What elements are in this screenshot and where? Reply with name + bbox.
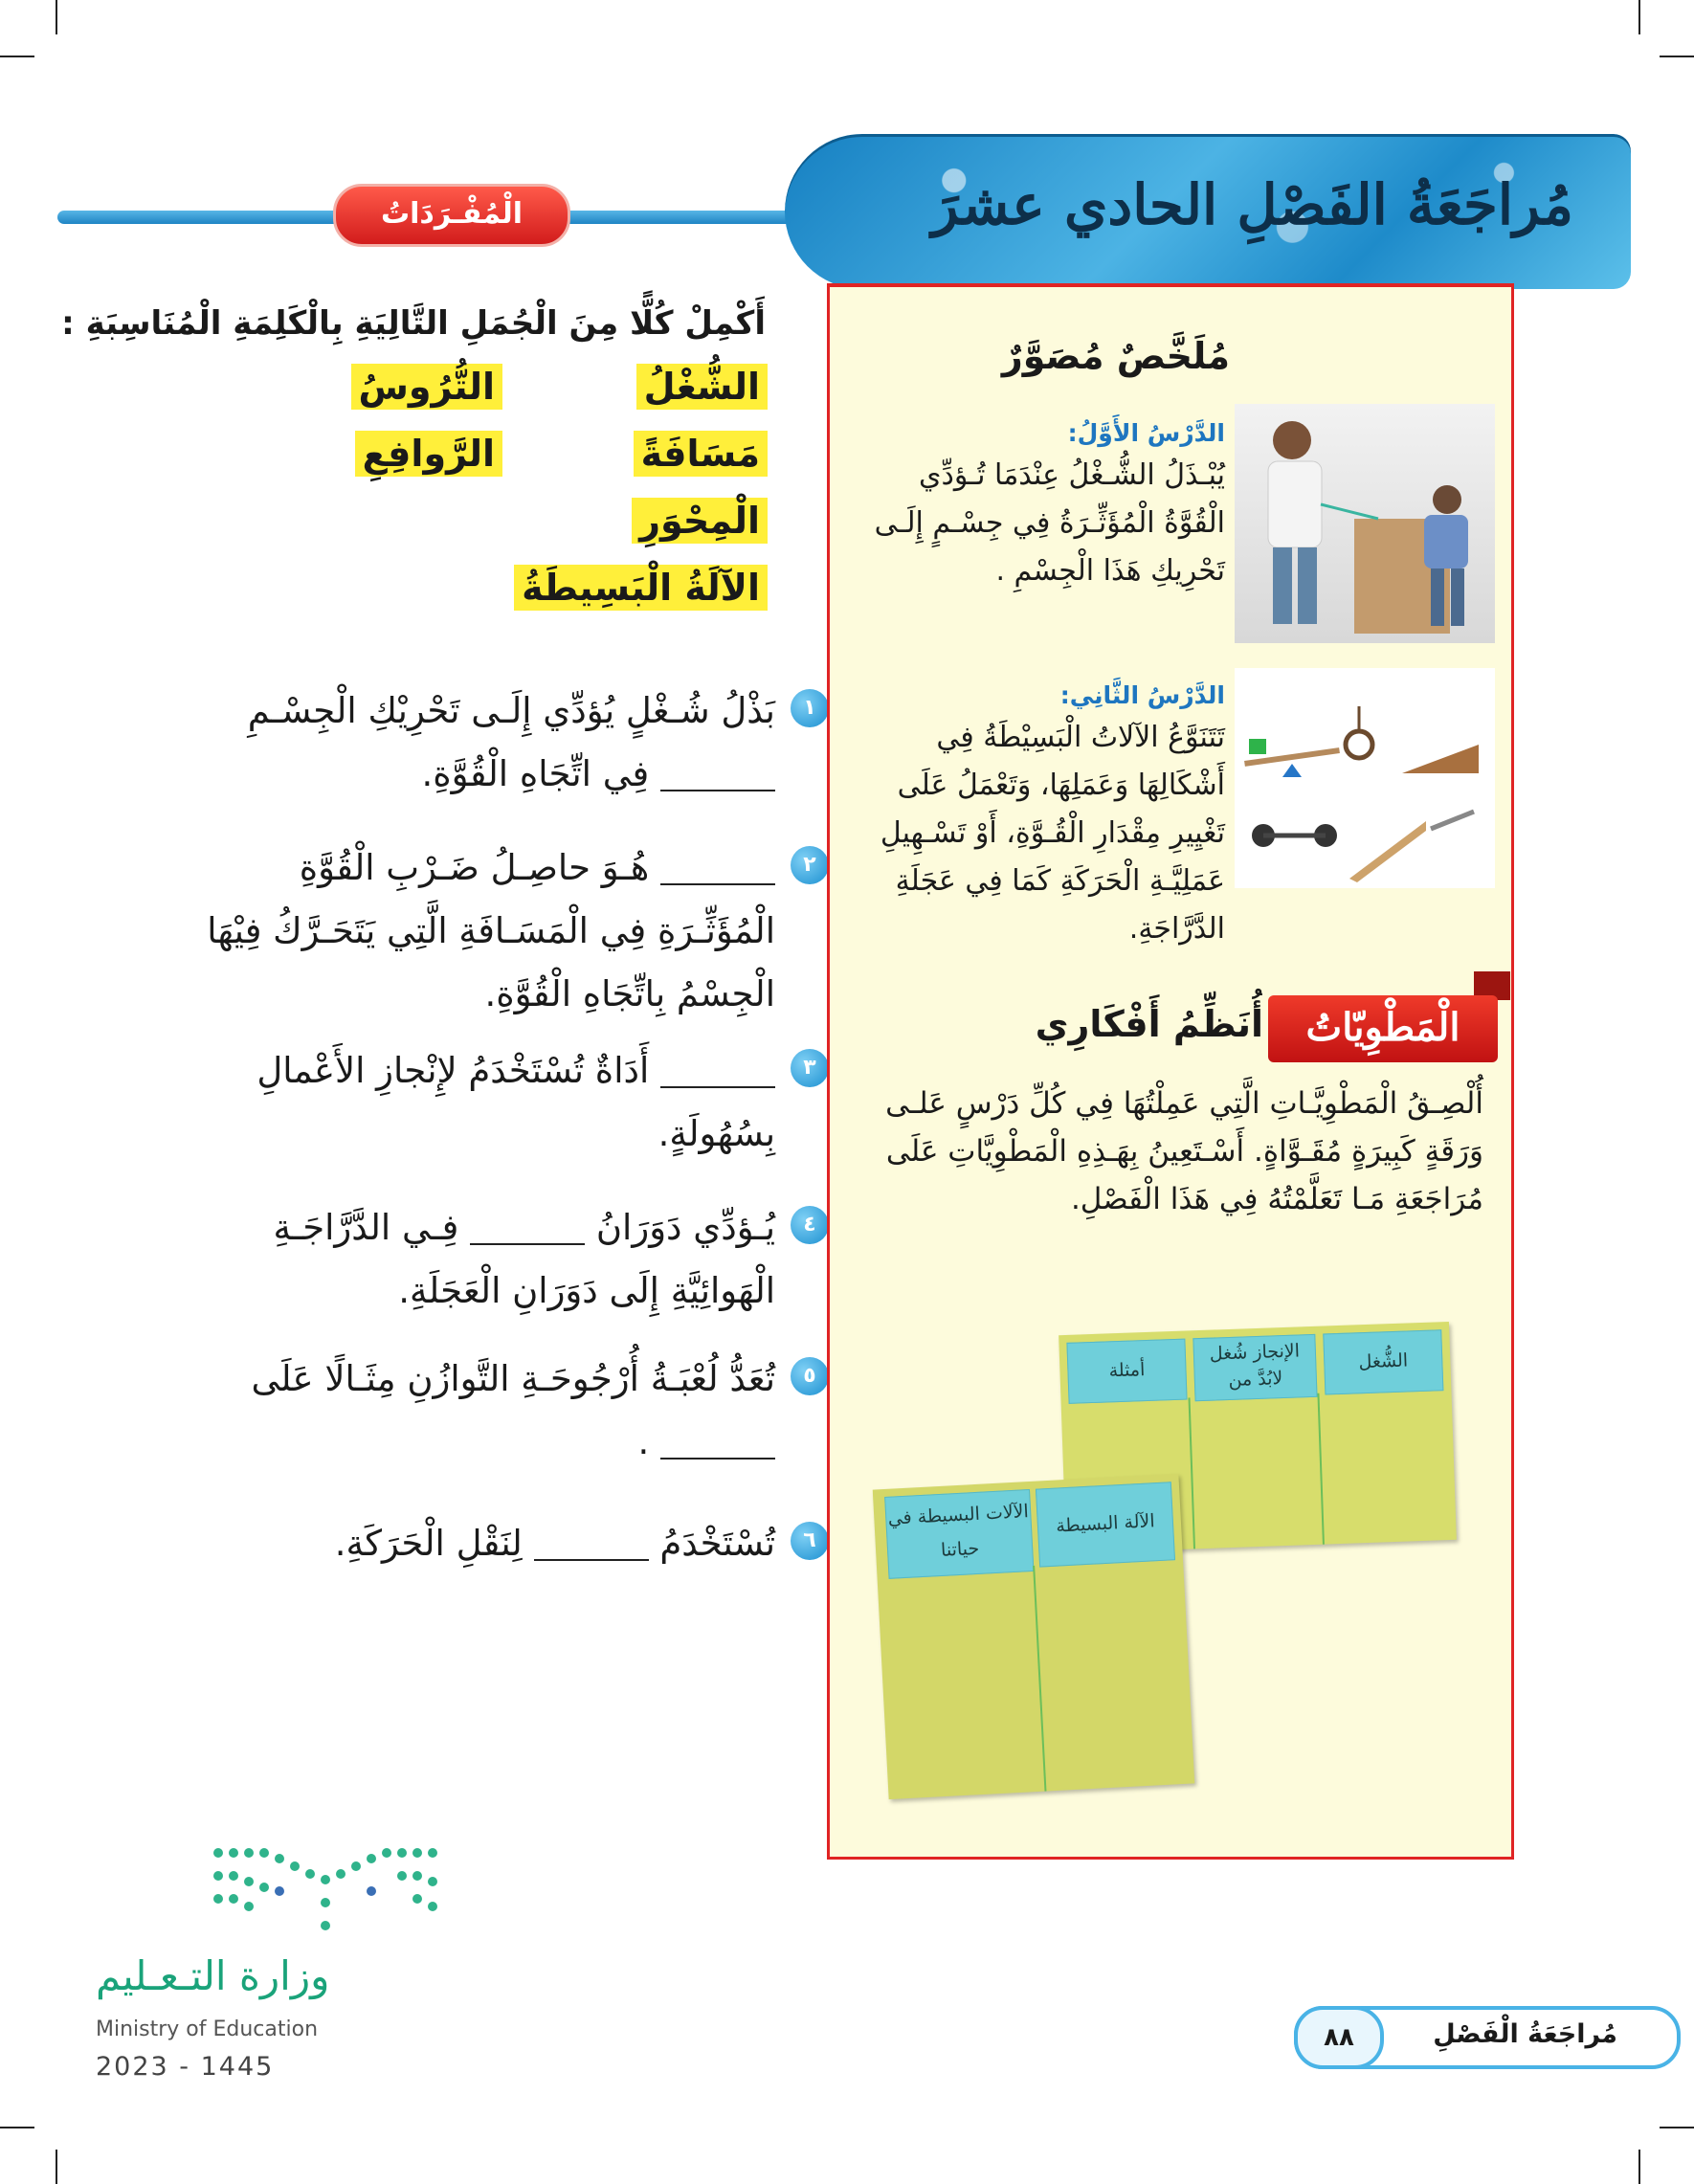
child-body <box>1424 515 1468 568</box>
question-text: تُعَدُّ لُعْبَـةُ أُرْجُوحَـةِ التَّوازُنِ مِثَـالًا عَلَى <box>251 1358 775 1399</box>
fold-line <box>1317 1393 1325 1545</box>
person-leg <box>1273 547 1292 624</box>
crop-mark <box>1638 0 1640 34</box>
lesson1-text: يُبْـذَلُ الشُّـغْلُ عِنْدَمَا تُـؤدِّي الْقُوَّةُ الْمُؤَثِّـرَةُ فِي جِسْـمٍ إِلَـى تَحْرِيكِ هَذَا الْجِسْمِ . <box>874 458 1225 588</box>
question-text: . <box>637 1421 650 1462</box>
vocabulary-instruction: أَكْمِلْ كُلًّا مِنَ الْجُمَلِ التَّالِيَةِ بِالْكَلِمَةِ الْمُنَاسِبَةِ : <box>61 304 766 343</box>
foldables-title: أُنَظِّمُ أَفْكَارِي <box>1035 1003 1263 1045</box>
screw <box>1431 812 1474 829</box>
lesson1-label: الدَّرْسُ الأَوَّلُ: <box>1067 419 1225 447</box>
edition-year: 2023 - 1445 <box>96 2052 275 2082</box>
foldable-tab: أمثلة <box>1066 1339 1187 1404</box>
crop-mark <box>0 2127 34 2128</box>
lever-load <box>1249 739 1266 754</box>
fold-line <box>1189 1397 1196 1549</box>
simple-machines-photo <box>1235 668 1495 888</box>
question-text: بَذْلُ شُـغْلٍ يُؤدِّي إِلَـى تَحْرِيْكِ الْجِسْـمِ <box>247 690 775 731</box>
question-text: هُـوَ حاصِـلُ ضَـرْبِ الْقُوَّةِ الْمُؤَثِّـرَةِ فِي الْمَسَـافَةِ الَّتِي يَتَحَـرَّكُ فِيْهَا الْجِسْمُ بِاتِّجَاهِ الْقُوَّةِ. <box>207 847 775 1014</box>
question-number: ٣ <box>791 1049 829 1087</box>
person-head <box>1273 421 1311 459</box>
crop-mark <box>56 2150 57 2184</box>
vocab-word: الشُّغْلُ <box>636 364 768 410</box>
question-number: ٤ <box>791 1206 829 1244</box>
child-leg <box>1431 568 1444 626</box>
vocab-word: التُّرُوسُ <box>351 364 503 410</box>
question-number: ٥ <box>791 1357 829 1395</box>
fulcrum <box>1282 764 1302 777</box>
foldable-tab: الآلات البسيطة في حياتنا <box>884 1489 1034 1579</box>
summary-title: مُلَخَّصٌ مُصَوَّرٌ <box>1001 335 1230 377</box>
question-number: ٢ <box>791 846 829 884</box>
answer-blank[interactable] <box>660 855 775 885</box>
vocab-word: الرَّوافِعِ <box>355 431 502 477</box>
question-text: أَدَاةٌ تُسْتَخْدَمُ لإِنْجازِ الأَعْمالِ بِسُهُولَةٍ. <box>256 1050 775 1154</box>
person-leg <box>1298 547 1317 624</box>
child-leg <box>1451 568 1464 626</box>
question-item <box>172 1512 816 1575</box>
question-text: فِي اتِّجَاهِ الْقُوَّةِ. <box>421 753 650 794</box>
crop-mark <box>0 56 34 57</box>
person-body <box>1268 461 1322 547</box>
answer-blank[interactable] <box>660 761 775 791</box>
vocab-word: الآلَةُ الْبَسِيطَةُ <box>514 565 768 611</box>
ministry-logo-icon <box>209 1834 459 1939</box>
question-item <box>172 1039 816 1166</box>
vocab-word: مَسَافَةً <box>634 431 768 477</box>
simple-machines-illustration <box>1235 668 1495 888</box>
crop-mark <box>1638 2150 1640 2184</box>
lesson2-text: تَتَنَوَّعُ الآلاتُ الْبَسِيْطَةُ فِي أَشْكَالِهَا وَعَمَلِهَا، وَتَعْمَلُ عَلَى تَغْيِيرِ مِقْدَارِ الْقُـوَّةِ، أَوْ تَسْـهِيلِ عَمَلِيَّـةِ الْحَرَكَةِ كَمَا فِي عَجَلَةِ الدَّرَّاجَةِ. <box>880 721 1225 946</box>
question-text: فِـي الدَّرَّاجَـةِ الْهَوائِيَّةِ إِلَى دَوَرَانِ الْعَجَلَةِ. <box>273 1207 775 1311</box>
pulley-wheel <box>1346 731 1372 758</box>
lesson1-photo <box>1235 404 1495 643</box>
answer-blank[interactable] <box>660 1429 775 1460</box>
crop-mark <box>1660 56 1694 57</box>
question-item <box>172 1348 816 1474</box>
inclined-plane <box>1349 821 1426 882</box>
vocabulary-label: الْمُفْـرَدَاتُ <box>333 184 570 247</box>
footer-section-title: مُراجَعَةُ الْفَصْلِ <box>1433 2019 1617 2049</box>
lesson2-label: الدَّرْسُ الثَّانِي: <box>1059 681 1225 709</box>
question-number: ٦ <box>791 1522 829 1560</box>
chapter-title: مُراجَعَةُ الفَصْلِ الحادي عشرَ <box>931 172 1573 237</box>
question-number: ١ <box>791 689 829 727</box>
ministry-name-english: Ministry of Education <box>96 2017 319 2041</box>
question-item <box>172 680 816 806</box>
chapter-banner <box>785 134 1631 289</box>
question-item <box>172 1196 816 1323</box>
page-number: ٨٨ <box>1294 2006 1384 2069</box>
foldable-tab: الآلة البسيطة <box>1036 1482 1175 1567</box>
crop-mark <box>1660 2127 1694 2128</box>
foldable-bottom <box>873 1474 1195 1799</box>
question-text: لِنَقْلِ الْحَرَكَةِ. <box>334 1523 523 1564</box>
rope <box>1321 504 1378 519</box>
fold-line <box>1033 1566 1046 1792</box>
answer-blank[interactable] <box>470 1215 585 1245</box>
question-text: تُسْتَخْدَمُ <box>659 1523 775 1564</box>
crop-mark <box>56 0 57 34</box>
question-item <box>172 836 816 1026</box>
foldables-text: أُلْصِـقُ الْمَطْوِيَّـاتِ الَّتِي عَمِلْتُهَا فِي كُلِّ دَرْسٍ عَلـى وَرَقَةٍ كَبِيرَةٍ مُقَـوَّاةٍ. أَسْـتَعِينُ بِهَـذِهِ الْمَطْوِيَّاتِ عَلَى مُرَاجَعَةِ مَـا تَعَلَّمْتُهُ فِي هَذَا الْفَصْلِ. <box>885 1086 1483 1216</box>
question-text: يُـؤدِّي دَوَرَانُ <box>595 1207 775 1248</box>
ministry-name-arabic: وزارة التـعـليم <box>96 1952 330 1999</box>
answer-blank[interactable] <box>660 1058 775 1088</box>
child-head <box>1433 485 1461 514</box>
foldables-badge: الْمَطْوِيّاتُ <box>1268 995 1498 1062</box>
answer-blank[interactable] <box>534 1530 649 1561</box>
vocab-word: الْمِحْوَرِ <box>632 498 768 544</box>
pushing-box-illustration <box>1235 404 1495 643</box>
foldable-tab: الشُّغل <box>1323 1329 1443 1394</box>
wedge <box>1402 745 1479 773</box>
foldable-tab: الإنجاز شُغل لابُدَّ من <box>1192 1334 1317 1401</box>
